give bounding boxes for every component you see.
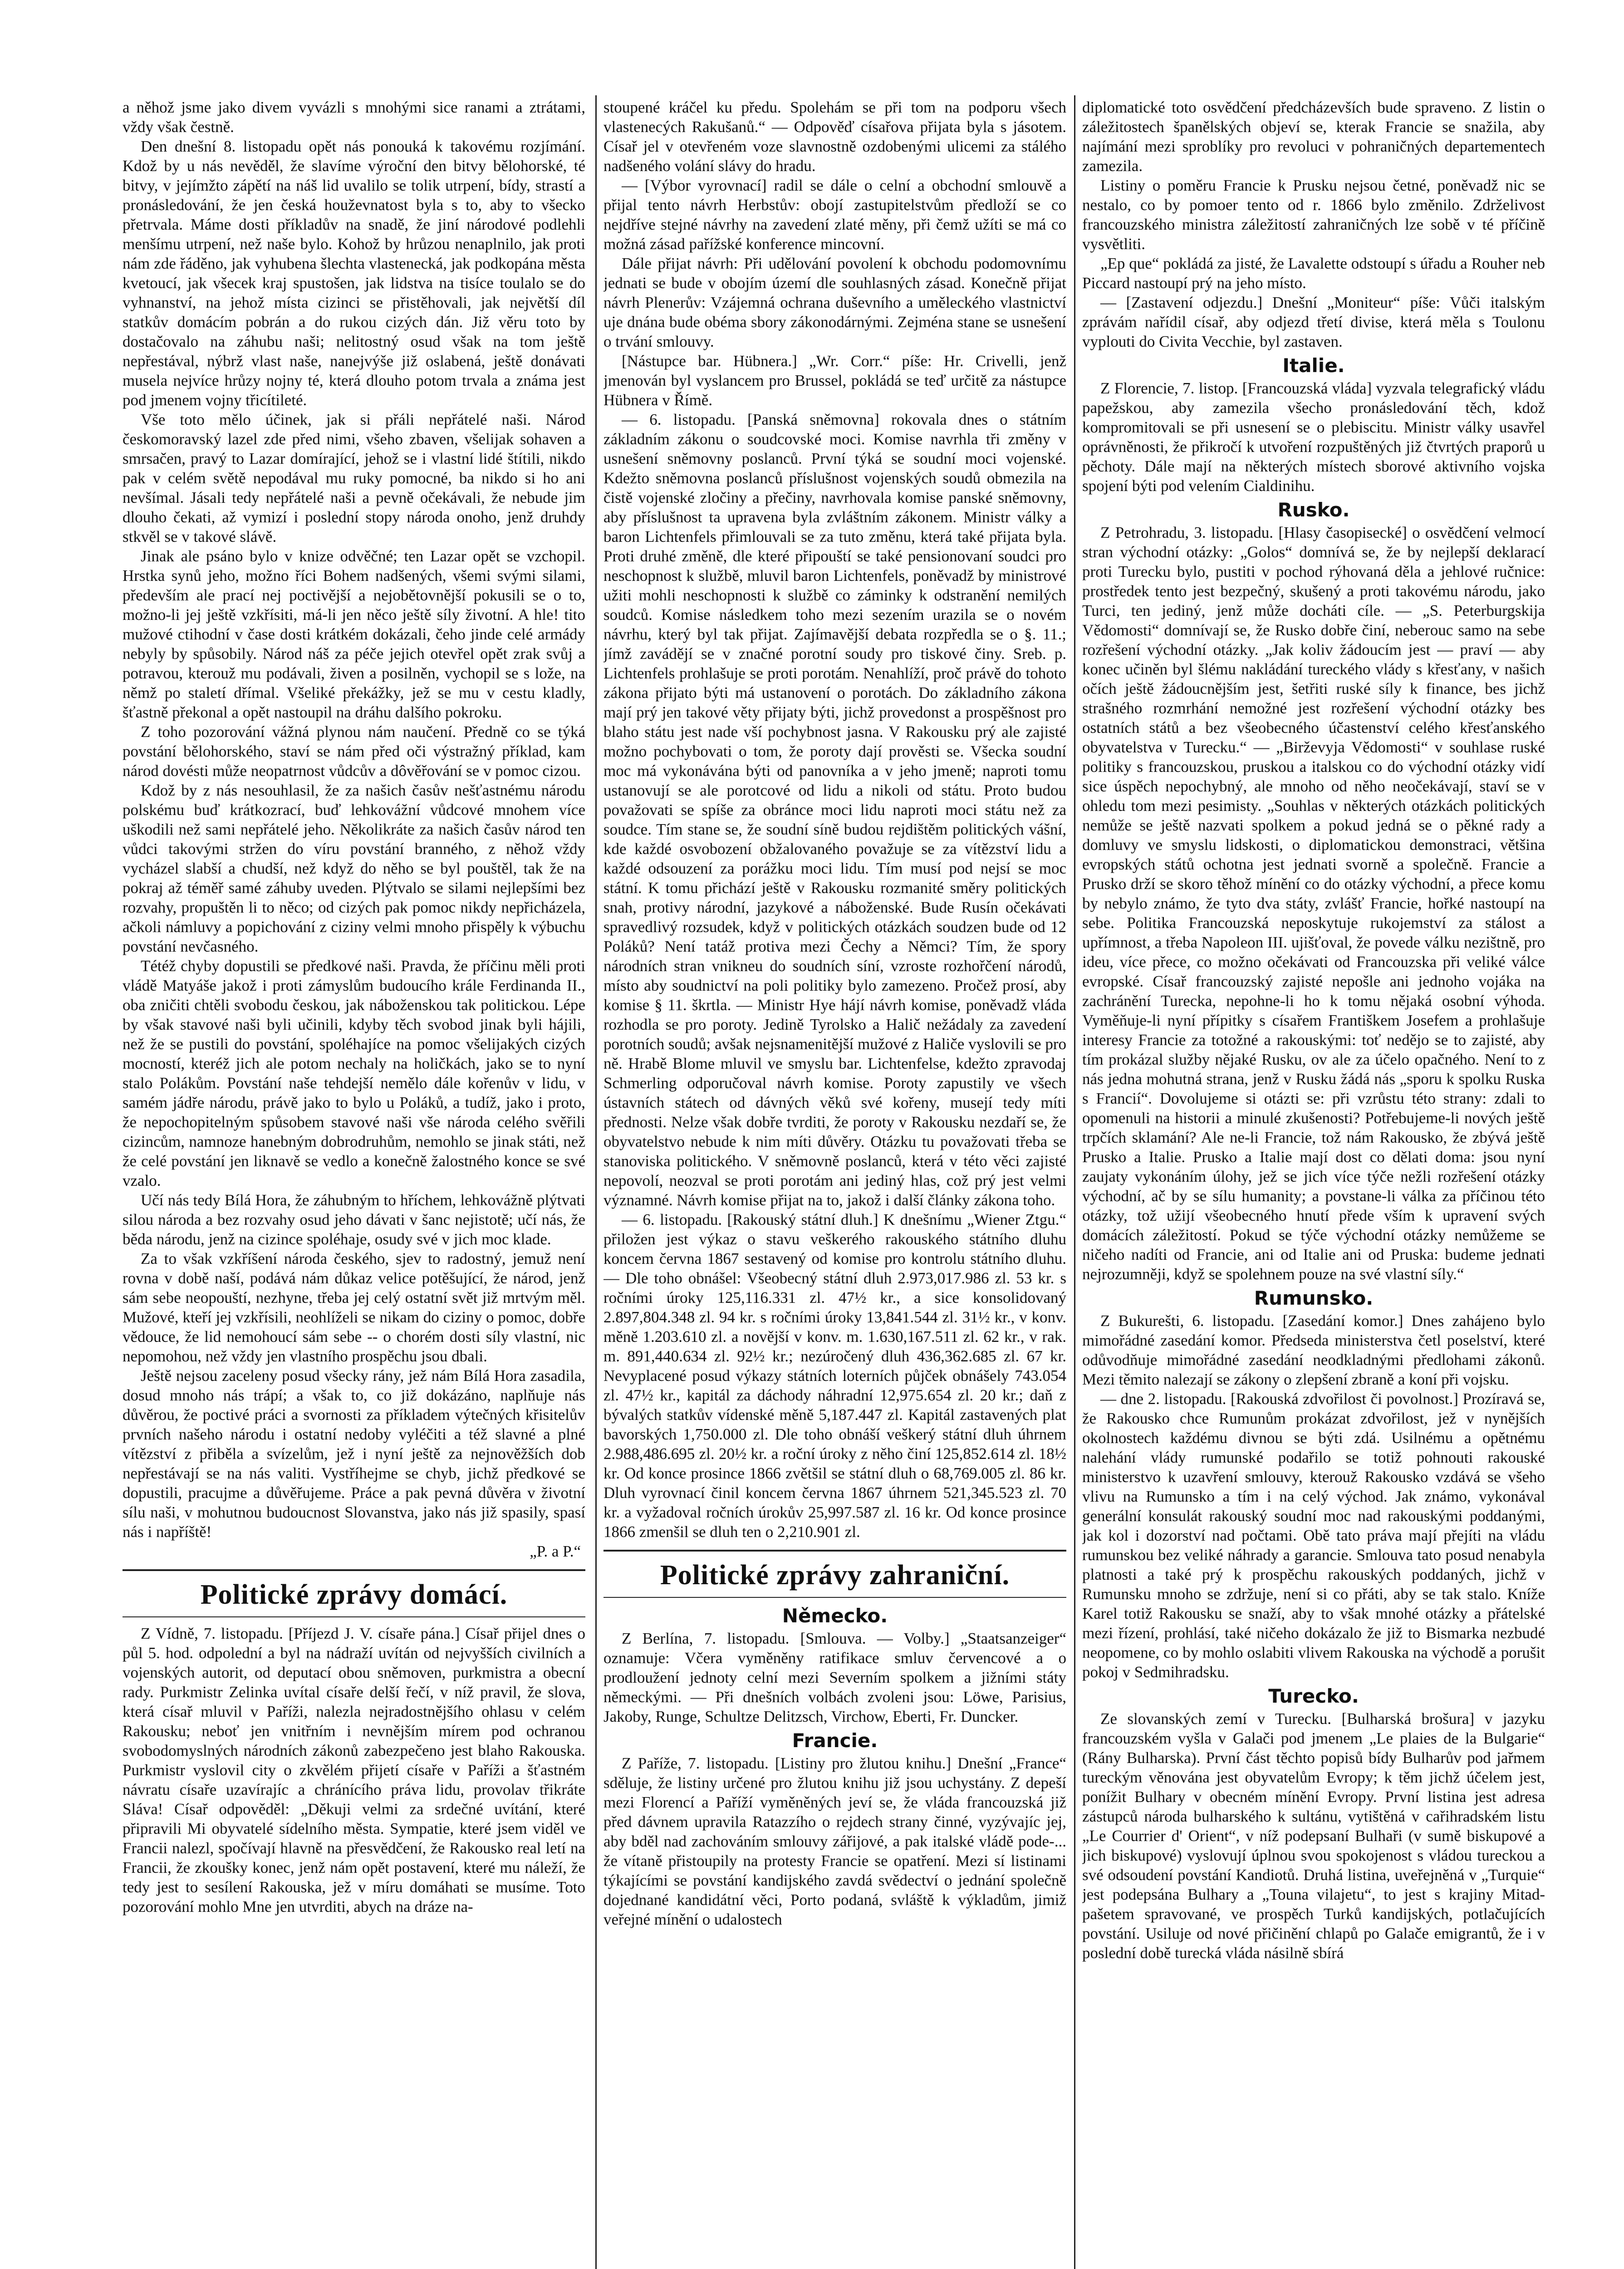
news-item: — [Zastavení odjezdu.] Dnešní „Moniteur“ píše: Vůči italským zprávám nařídil císař, aby odjezd třetí divise, která měla s Toulonu vyplouti do Civita Vecchie, byl zastaven. (1082, 294, 1545, 350)
news-item: Z Berlína, 7. listopadu. [Smlouva. — Volby.] „Staatsanzeiger“ oznamuje: Včera vyměněny ratifikace smluv červencové a o prodloužení jednoty celní mezi Severním spolkem a jižními státy německými. — Při dnešních volbách zvoleni jsou: Löwe, Parisius, Jakoby, Runge, Schultze Delitzsch, Virchow, Eberti, Fr. Duncker. (603, 1630, 1066, 1725)
article-paragraph: Učí nás tedy Bílá Hora, že záhubným to hříchem, lehkovážně plýtvati silou národa a bez rozvahy osud jeho dávati v šanc nejistotě; učí nás, že běda národu, jenž na cizince spoléhaje, osudy své v jich moc klade. (123, 1191, 585, 1248)
section-title-domestic: Politické zprávy domácí. (200, 1579, 508, 1610)
column-divider (1074, 95, 1075, 2269)
column-divider (595, 95, 597, 2269)
section-title-foreign: Politické zprávy zahraniční. (660, 1560, 1010, 1591)
article-signature: „P. a P.“ (530, 1542, 581, 1560)
news-item: Z Bukurešti, 6. listopadu. [Zasedání komor.] Dnes zahájeno bylo mimořádné zasedání komor. Předseda ministerstva četl poselství, které odůvodňuje mimořádné zasedání neodkladnými předlohami zákonů. Mezi těmito nalezají se zákony o zlepšení zbraně a koní při vojsku. (1082, 1312, 1545, 1388)
country-heading: Rusko. (1277, 499, 1350, 521)
country-heading: Italie. (1282, 354, 1345, 377)
article-paragraph: a něhož jsme jako divem vyvázli s mnohými sice ranami a ztrátami, vždy však čestně. (123, 98, 585, 136)
news-item: Listiny o poměru Francie k Prusku nejsou četné, poněvadž nic se nestalo, co by pomoer tento od r. 1866 bylo změnilo. Zdrželivost francouzského ministra záležitostí zahraničných lze sobě v té příčině vysvětliti. (1082, 177, 1545, 253)
article-paragraph: stoupené kráčel ku předu. Spolehám se při tom na podporu všech vlastenecých Rakušanů.“ — Odpověď císařova přijata byla s jásotem. Císař jel v otevřeném voze slavnostně ozdobenými ulicemi za stálého nadšeného volání slávy do hradu. (603, 98, 1066, 175)
news-item: Ze slovanských zemí v Turecku. [Bulharská brošura] v jazyku francouzském vyšla v Galači pod jmenem „Le plaies de la Bulgarie“ (Rány Bulharska). První část těchto popisů bídy Bulharův pod jařmem tureckým věnována jest obyvatelům Evropy; k těm jichž účelem jest, ponížit Bulhary v obecném mínění Evropy. První listina jest adresa zástupců národa bulharského k sultánu, vytištěná v cařihradském listu „Le Courrier d' Orient“, v níž podepsaní Bulhaři (v sumě biskupové a jich biskupové) vyslovují úplnou svou spokojenost s vládou tureckou a své odsoudení povstání Kandiotů. Druhá listina, uveřejněná v „Turquie“ jest podepsána Bulhary a „Touna vilajetu“, to jest s krajiny Mitad-pašetem spravované, ve prospěch Turků kandijských, potlačujících povstání. Usiluje od nové přičinění chlapů po Galače emigrantů, že i v poslední době turecká vláda násilně sbírá (1082, 1710, 1545, 1962)
country-heading: Turecko. (1268, 1685, 1359, 1707)
section-rule (123, 1616, 585, 1617)
section-rule (123, 1569, 585, 1571)
news-item: — [Výbor vyrovnací] radil se dále o celní a obchodní smlouvě a přijal tento návrh Herbstův: obojí zastupitelstvům předloží se co nejdříve stejné návrhy na zavedení zlaté měny, při čemž užíti se má co možná zásad pařížské konference mincovní. (603, 177, 1066, 253)
news-item: — dne 2. listopadu. [Rakouská zdvořilost či povolnost.] Prozíravá se, že Rakousko chce Rumunům prokázat zdvořilost, jež v nynějších okolnostech každému divnou se býti zdá. Usilnému a opětnému nalehání vlády rumunské podařilo se totiž pohnouti rakouské ministerstvo k uzavření smlouvy, kterouž Rakousko vzdává se všeho vlivu na Rumunsko a tím i na celý východ. Jak známo, vykonával generální konsulát rakouský soudní moc nad rakouskými poddanými, jak kol i dozorství nad počtami. Obě tato práva mají přejíti na vládu rumunskou bez veliké náhrady a garancie. Smlouva tato posud nenabyla platnosti a také prý k prospěchu rakouských poddaných, jichž v Rumunsku mnoho se zdržuje, není si co přáti, aby se tak stalo. Kníže Karel totiž Rakousku se snaží, aby to však mnohé otázky a přátelské mezi řízení, prohlásí, také ničeho dokázalo že již to Bismarka nezbudé neopomene, co by mohlo oslabiti vlivem Rakouska na východě a porušit pokoj v Sedmihradsku. (1082, 1390, 1545, 1681)
article-paragraph: Za to však vzkříšení národa českého, sjev to radostný, jemuž není rovna v době naší, podává nám důkaz velice potěšující, že národ, jenž sám sebe neopouští, nezhyne, třeba jej celý ostatní svět již mrtvým měl. Mužové, kteří jej vzkřísili, neohlíželi se nikam do ciziny o pomoc, dobře vědouce, že lid nemohoucí sám sebe -- o chorém dosti síly vlastní, nic nepomohou, než vždy jen vlastního prospěchu jsou dbali. (123, 1250, 585, 1365)
country-heading: Německo. (782, 1605, 888, 1627)
article-paragraph: Tétéž chyby dopustili se předkové naši. Pravda, že příčinu měli proti vládě Matyáše jakož i proti zámyslům budoucího krále Ferdinanda II., oba zničiti chtěli svobodu českou, jak náboženskou tak politickou. Lépe by však stavové naši byli učinili, kdyby těch svobod jinak byli hájili, než že se pustili do povstání, spoléhajíce na pomoc všelijakých cizých mocností, kteréž jich ale potom nechaly na holičkách, jako se to nyní stalo Polákům. Povstání naše tehdejší nemělo dále kořenův v lidu, v samém jádře národu, právě jako to bylo u Poláků, a tudíž, jako i proto, že nepochopitelným spůsobem stavové naši vše národa celého svěřili cizincům, namnoze hanebným dobrodruhům, nemohlo se jinak státi, než že celé povstání jen liknavě se vedlo a konečně žalostného konce se své vzalo. (123, 957, 585, 1189)
country-heading: Rumunsko. (1254, 1287, 1374, 1309)
section-rule (603, 1597, 1066, 1598)
news-item: Z Florencie, 7. listop. [Francouzská vláda] vyzvala telegrafický vládu papežskou, aby zamezila všecho pronásledování těch, kdož kompromitovali se při usnesení se o plebiscitu. Ministr války usavřel oprávněnosti, že přikročí k utvoření rozpuštěných již čtvrtých praporů u pěchoty. Dále mají na některých místech sborové aktivního vojska spojení býti pod velením Cialdinihu. (1082, 379, 1545, 495)
news-item: [Nástupce bar. Hübnera.] „Wr. Corr.“ píše: Hr. Crivelli, jenž jmenován byl vyslancem pro Brussel, pokládá se teď určitě za nástupce Hübnera v Římě. (603, 352, 1066, 409)
news-item: Dále přijat návrh: Při udělování povolení k obchodu podomovnímu jednati se bude v obojím území dle souhlasných zásad. Konečně přijat návrh Plenerův: Vzájemná ochrana duševního a uměleckého vlastnictví uje dnána bude obéma sbory zákonodárnými. Zejména stane se usnešení o trvání smlouvy. (603, 255, 1066, 350)
news-item: „Ep que“ pokládá za jisté, že Lavalette odstoupí s úřadu a Rouher neb Piccard nastoupí prý na jeho místo. (1082, 255, 1545, 292)
article-paragraph: Z toho pozorování vážná plynou nám naučení. Předně co se týká povstání bělohorského, staví se nám před oči výstražný příklad, kam národ dovésti může neopatrnost vůdcův a dôvěřování se v pomoc cizou. (123, 723, 585, 780)
column-left (123, 98, 585, 2269)
section-rule (603, 1550, 1066, 1552)
article-paragraph: Jinak ale psáno bylo v knize odvěčné; ten Lazar opět se vzchopil. Hrstka synů jeho, možno říci Bohem nadšených, všemi svými silami, především ale prací nej poctivější a nejobětovnější pokusili se o to, možno-li jej ještě vzkřísiti, má-li jen něco ještě síly životní. A hle! tito mužové ctihodní v čase dosti krátkém dokázali, čeho jinde celé armády nebyly by spůsobily. Národ náš za péče jejich otevřel opět zrak svůj a potravou, kterouž mu podávali, živen a posilněn, vychopil se s lože, na němž po staletí dřímal. Všeliké překážky, jež se mu v cestu kladly, šťastně překonal a opět nastoupil na dráhu dalšího pokroku. (123, 547, 585, 721)
column-middle (603, 98, 1066, 2269)
country-heading: Francie. (792, 1729, 878, 1752)
news-item: Z Vídně, 7. listopadu. [Příjezd J. V. císaře pána.] Císař přijel dnes o půl 5. hod. odpolední a byl na nádraží uvítán od nejvyšších civilních a vojenských autorit, od deputací obou sněmoven, purkmistra a obecní rady. Purkmistr Zelinka uvítal císaře delší řečí, v níž pravil, že slova, která císař mluvil v Paříži, nalezla nejradostnějšího ohlasu v celém Rakousku; neboť jen vnitřním i nevnějším mírem pod ochranou svobodomyslných národních zákonů zabezpečeno jest blaho Rakouska. Purkmistr vyslovil city o zkvělém přijetí císaře v Paříži a šťastném návratu císaře uzavírajíc a chránícího práva lidu, provolav třikráte Sláva! Císař odpověděl: „Děkuji velmi za srdečné uvítání, které připravili Mi obyvatelé sídelního města. Sympatie, které jsem viděl ve Francii nalezl, spočívají hlavně na přesvědčení, že Rakousko real letí na Francii, že zkoušky konec, jenž nám opět postavení, které mu náleží, že tedy jest to sesílení Rakouska, jež v míru domáhati se musíme. Toto pozorování mohlo Mne jen utvrditi, abych na dráze na- (123, 1625, 585, 1915)
column-right (1082, 98, 1545, 2269)
news-item: — 6. listopadu. [Panská sněmovna] rokovala dnes o státním základním zákonu o soudcovské moci. Komise navrhla tři změny v usnešení sněmovny poslanců. První týká se soudní moci vojenské. Kdežto sněmovna poslanců příslušnost vojenských soudů obmezila na čistě vojenské zločiny a přečiny, navrhovala komise panské sněmovny, aby příslušnost ta upravena byla zvláštním zákonem. Ministr války a baron Lichtenfels přimlouvali se za tuto změnu, která také přijata byla. Proti druhé změně, dle které připouští se také pensionovaní soudci pro neschopnost k službě, mluvil baron Lichtenfels, poněvadž by ministrové užiti mohli neschopnosti k službě co záminky k odstranění nemilých soudců. Komise následkem toho mezi sezením urazila se o novém návrhu, který byl tak přijat. Zajímavější debata rozpředla se o §. 11.; jímž zavádějí se v značné porotní soudy pro tiskové činy. Sreb. p. Lichtenfels prohlašuje se proti porotám. Nenahlíží, proč právě do tohoto zákona přijato býti má ustanovení o porotách. Do základního zákona mají prý jen takové věty přijaty býti, jichž provedonst a prospěšnost pro blaho státu jest nade vší pochybnost jasna. V Rakousku prý ale zajisté možno pochybovati o tom, že poroty dají prověsti se. Všecka soudní moc má vykonávána býti od panovníka a v jeho jmeně; naproti tomu ustanovují se ale porotcové od lidu a nikoli od státu. Proto budou považovati se spíše za obránce moci lidu naproti moci státu než za soudce. Tím stane se, že soudní síně budou rejdištěm politických vášní, kde každé osvobození obžalovaného považuje se za vítězství lidu a každé odsouzení za porážku moci lidu. Tím musí pod nejsí se moc státní. K tomu přichází ještě v Rakousku rozmanité směry politických snah, protivy národní, jazykové a náboženské. Bude Rusín očekávati spravedlivý rozsudek, když v politických otázkách soudzen bude od 12 Poláků? Není tatáž protiva mezi Čechy a Němci? Tím, že spory národních stran vnikneu do soudních síní, vzroste rozhořčení národů, místo aby soudnictví na poli politiky bylo zamezeno. Pročež prosí, aby komise § 11. škrtla. — Ministr Hye hájí návrh komise, poněvadž vláda rozhodla se pro poroty. Jedině Tyrolsko a Halič nežádaly za zavedení porotních soudů; avšak nejsnamenitější mužové z Haliče vyslovili se pro ně. Hrabě Blome mluvil ve smyslu bar. Lichtenfelse, kdežto zpravodaj Schmerling odporučoval návrh komise. Poroty zapustily ve všech ústavních státech od dávných věků své kořeny, musejí tedy míti přednosti. Nelze však dobře tvrditi, že poroty v Rakousku nezdaří se, že obyvatelstvo nebude k nim míti důvěry. Otázku tu považovati třeba se stanoviska politického. V sněmovně poslanců, která v této věci zajisté nepovolí, neozval se proti porotám ani jediný hlas, což prý jest velmi významné. Návrh komise přijat na to, jakož i další články zákona toho. (603, 411, 1066, 1209)
article-paragraph: Ještě nejsou zaceleny posud všecky rány, jež nám Bílá Hora zasadila, dosud mnoho nás trápí; a však to, co již dokázáno, naplňuje nás důvěrou, že poctivé práci a svornosti za příkladem výtečných křisitelův prvních našeho národu i ostatní nedoby vyléčiti a též slavné a plné vítězství z přiběla a svízelům, jež i nyní ještě za nejnověžších dob nepřestávají se na nás valiti. Vystříhejme se chyb, jichž předkové se dopustili, pracujme a důvěřujeme. Práce a pak pevná důvěra v životní sílu naši, v mohutnou budoucnost Slovanstva, jako nás již spasily, spasí nás i napříště! (123, 1367, 585, 1541)
news-item: Z Paříže, 7. listopadu. [Listiny pro žlutou knihu.] Dnešní „France“ sděluje, že listiny určené pro žlutou knihu již jsou uchystány. Z depeší mezi Florencí a Paříží vyměněných jeví se, že vláda francouzská již před dávnem upravila Ratazzího o rejdech strany činné, vyzývajíc jej, aby bděl nad zachováním smlouvy zářijové, a pak italské vládě pode-... že vítaně přistoupily na protesty Francie se opatření. Mezi sí listinami týkajícími se povstání kandijského zavdá svědectví o jednání společně dojednané kandidátní věci, Porto podaná, svláště k výkladům, jimiž veřejné mínění o udalostech (603, 1754, 1066, 1928)
news-item: — 6. listopadu. [Rakouský státní dluh.] K dnešnímu „Wiener Ztgu.“ přiložen jest výkaz o stavu veškerého rakouského státního dluhu koncem června 1867 sestavený od komise pro kontrolu státního dluhu. — Dle toho obnášel: Všeobecný státní dluh 2.973,017.986 zl. 53 kr. s ročními úroky 125,116.331 zl. 47½ kr., a sice konsolidovaný 2.897,804.348 zl. 94 kr. s ročními úroky 13,841.544 zl. 31½ kr., v konv. měně 1.203.610 zl. a novější v konv. m. 1.630,167.511 zl. 62 kr., v rak. m. 891,440.634 zl. 92½ kr.; nezúročený dluh 436,362.685 zl. 67 kr. Nevyplacené posud výkazy státních loterních půjček obnášely 743.054 zl. 47½ kr., kapitál za dáchody náhradní 12,975.654 zl. 20 kr.; daň z bývalých statkův vídenské měně 5,187.447 zl. Kapitál zastavených plat bavorských 1,750.000 zl. Dle toho obnáší veškerý státní dluh úhrnem 2.988,486.695 zl. 20½ kr. a roční úroky z něho činí 125,852.614 zl. 18½ kr. Od konce prosince 1866 zvětšil se státní dluh o 68,769.005 zl. 86 kr. Dluh vyrovnací činil koncem června 1867 úhrnem 521,345.523 zl. 70 kr. a vyžadoval ročních úrokův 25,997.587 zl. 16 kr. Od konce prosince 1866 zmenšil se dluh ten o 2,210.901 zl. (603, 1211, 1066, 1541)
article-paragraph: Kdož by z nás nesouhlasil, že za našich časův nešťastnému národu polskému buď krátkozrací, buď lehkovážní vůdcové mnohem více uškodili než sami nepřátelé jeho. Několikráte za našich časův národ ten vůdci takovými stržen do víru povstání branného, z něhož vždy vycházel slabší a chudší, než když do něho se byl pouštěl, tak že na pokraj až téměř samé záhuby uveden. Plýtvalo se silami nejlepšími bez rozvahy, propuštěn li to něco; od cizých pak pomoc nikdy nepřicházela, ačkoli námluvy a popichování z ciziny velmi mnoho přispěly k výbuchu povstání nevčasného. (123, 781, 585, 955)
news-item: Z Petrohradu, 3. listopadu. [Hlasy časopisecké] o osvědčení velmocí stran východní otázky: „Golos“ domnívá se, že by nejlepší deklarací proti Turecku bylo, pustiti v pochod rýhovaná děla a jehlové ručnice: prostředek tento jest bezpečný, skušený a proti takovému národu, jako Turci, ten jediný, jenž může docháti cíle. — „S. Peterburgskija Vědomosti“ domnívají se, že Rusko dobře činí, neberouc samo na sebe rozřešení východní otázky. „Jak koliv žádoucím jest — praví — aby konec učiněn byl šlému nakládání tureckého vlády s křesťany, v našich očích ještě žádoucnějším jest, šetřiti ruské síly k finance, bes jichž strašného rozmrhání nemožné jest rozřešení východní otázky bes ostatních států a bez všeobecného účastenství celého křesťanského obyvatelstva v Turecku.“ — „Birževyja Vědomosti“ v souhlase ruské politiky s francouzskou, pruskou a italskou co do východní otázky vidí sice úspěch nepochybný, ale mnoho od něho neočekávají, staví se v ohledu tom mezi pesimisty. „Souhlas v některých otázkách politických nemůže se ještě nazvati spolkem a pokud jedná se o pěkné rady a domluvy ve smyslu lidskosti, o diplomatickou demonstraci, většina evropských států ochotna jest jednati svorně a společně. Francie a Prusko drží se skoro těhož mínění co do otázky východní, a přece komu by nebylo známo, že tyto dva státy, zvlášť Francie, hořké nastoupí na sebe. Politika Francouzská neposkytuje rukojemství za stálost a upřímnost, a třeba Napoleon III. ujišťoval, že povede válku nezištně, pro ideu, více přece, co možno očekávati od Francouzska při veliké válce evropské. Císař francouzský zajisté nepošle ani jednoho vojáka na zachránění Turecka, nepohne-li ho k tomu nějaká osobní výhoda. Vyměňuje-li nyní přípitky s císařem Františkem Josefem a prohlašuje interesy Francie za totožné a rakouskými: toť nedějo se to zajisté, aby tím prokázal služby nějaké Rusku, ov ale za účelo opačného. Není to z nás jedna mohutná strana, jenž v Rusku žádá nás „sporu k spolku Ruska s Francií“. Dovolujeme si otázti se: při vzrůstu této strany: zdali to opomenuli na historii a minulé zkušenosti? Potřebujeme-li nových ještě trpčích sklamání? Ale ne-li Francie, tož nám Rakousko, že zbývá ještě Prusko a Italie. Prusko a Italie mají dost co dělati doma: jsou nyní zaujaty vykonáním úlohy, jež se jich více týče nežli rozřešení otázky východní, ač by se sílu humanity; a povstane-li válka za příčinou této otázky, tož užijí všeobecného hnutí přede vším k upravení svých domácích záležitostí. Pokud se týče východní otázky nemůžeme se ničeho nadíti od Francie, ani od Italie ani od Pruska: budeme jednati nejrozumněji, když se spolehnem pouze na své vlastní síly.“ (1082, 524, 1545, 1283)
article-paragraph: Den dnešní 8. listopadu opět nás ponouká k takovému rozjímání. Kdož by u nás nevěděl, že slavíme výroční den bitvy bělohorské, té bitvy, v jejímžto zápětí na náš lid uvalilo se tolik utrpení, bídy, strastí a pronásledování, že jen česká houževnatost byla s to, aby to všecko přetrvala. Máme dosti příkladův na snadě, že jiní národové podlehli menšímu utrpení, než naše bylo. Kohož by hrůzou nenaplnilo, jak proti nám zde řáděno, jak vyhubena šlechta vlastenecká, jak podkopána města kvetoucí, jak všecek kraj spustošen, jak lidstva na tisíce toulalo se do vyhnanství, na jehož místa cizinci se přistěhovali, jak největší díl statkův domácím pobrán a do rukou cizých dán. Již věru toto by dostačovalo na záhubu naši; nelitostný osud však na tom ještě nepřestával, nýbrž vlast naše, nanejvýše již oslabená, ještě donávati musela nejvíce hrůzy nojny té, která dlouho potom trvala a známa jest pod jmenem vojny třicítileté. (123, 138, 585, 409)
article-paragraph: Vše toto mělo účinek, jak si přáli nepřátelé naši. Národ českomoravský lazel zde před nimi, všeho zbaven, všelijak sohaven a smrsačen, pravý to Lazar domírající, jehož se i vlastní lidé štítili, nikdo pak v celém světě nepodával mu ruky pomocné, ba nikdo si ho ani nevšímal. Jásali tedy nepřátelé naši a pevně očekávali, že nebude jim dlouho čekati, až vymizí i poslední stopy národa onoho, jenž druhdy stkvěl se v takové slávě. (123, 411, 585, 545)
article-paragraph: diplomatické toto osvědčení předcházevších bude spraveno. Z listin o záležitostech španělských objeví se, kterak Francie se snažila, aby najímání mezi sproblíky pro revoluci v pohraničných departementech zamezila. (1082, 98, 1545, 175)
